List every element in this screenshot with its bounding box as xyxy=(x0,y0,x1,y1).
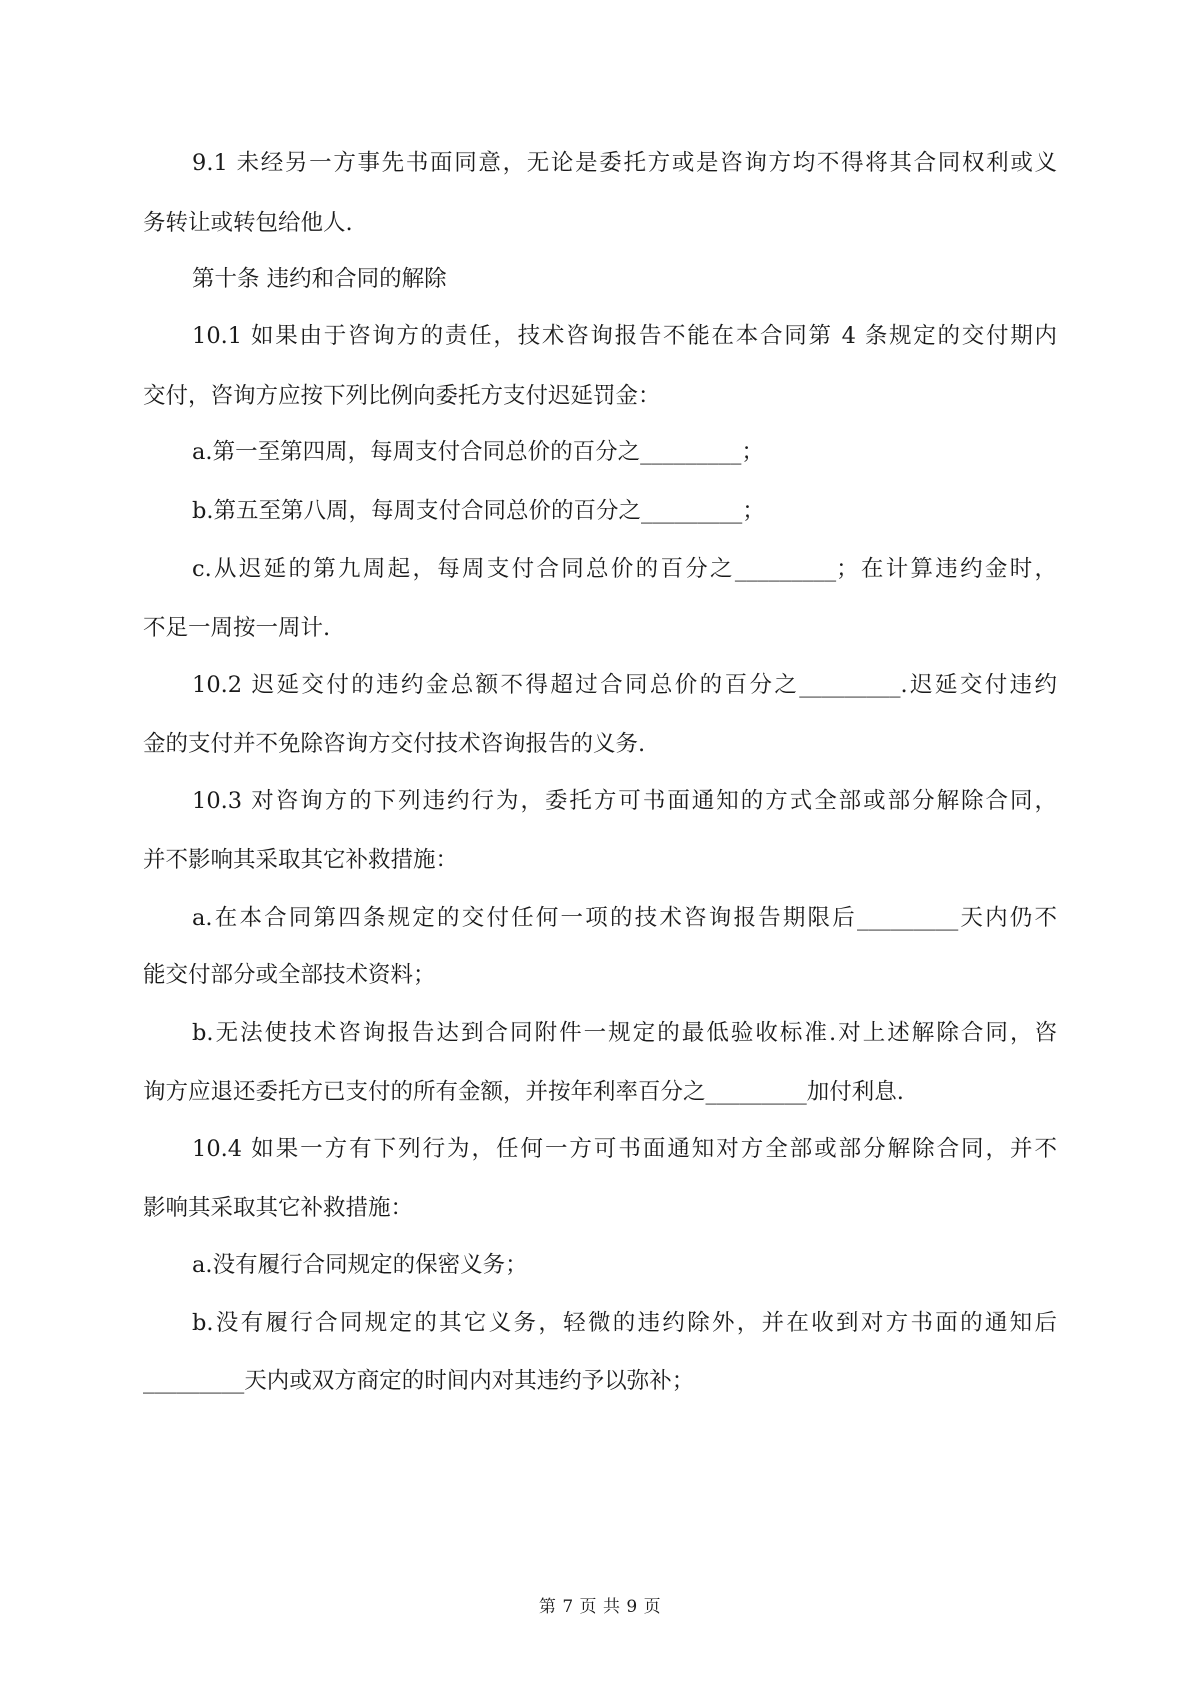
clause-10-3-b-line-1: b.无法使技术咨询报告达到合同附件一规定的最低验收标准.对上述解除合同，咨 xyxy=(192,1020,1057,1046)
clause-10-4-b-line-1: b.没有履行合同规定的其它义务，轻微的违约除外，并在收到对方书面的通知后 xyxy=(192,1310,1057,1336)
paragraph-9-1-line-1: 9.1 未经另一方事先书面同意，无论是委托方或是咨询方均不得将其合同权利或义 xyxy=(192,150,1057,176)
paragraph-10-3-line-2: 并不影响其采取其它补救措施： xyxy=(143,847,459,873)
clause-c-line-1: c.从迟延的第九周起，每周支付合同总价的百分之_________；在计算违约金时， xyxy=(192,556,1057,582)
clause-a-weeks-1-4: a.第一至第四周，每周支付合同总价的百分之_________； xyxy=(192,439,764,465)
paragraph-10-4-line-2: 影响其采取其它补救措施： xyxy=(143,1195,414,1221)
clause-10-3-b-line-2: 询方应退还委托方已支付的所有金额，并按年利率百分之_________加付利息. xyxy=(143,1079,904,1105)
clause-10-4-b-line-2: _________天内或双方商定的时间内对其违约予以弥补； xyxy=(143,1368,695,1394)
paragraph-9-1-line-2: 务转让或转包给他人. xyxy=(143,210,353,236)
clause-c-line-2: 不足一周按一周计. xyxy=(143,615,331,641)
paragraph-10-3-line-1: 10.3 对咨询方的下列违约行为，委托方可书面通知的方式全部或部分解除合同， xyxy=(192,788,1057,814)
paragraph-10-1-line-1: 10.1 如果由于咨询方的责任，技术咨询报告不能在本合同第 4 条规定的交付期内 xyxy=(192,323,1057,349)
paragraph-10-2-line-1: 10.2 迟延交付的违约金总额不得超过合同总价的百分之_________.迟延交付违约 xyxy=(192,672,1057,698)
page-number-footer: 第 7 页 共 9 页 xyxy=(538,1597,662,1617)
paragraph-10-4-line-1: 10.4 如果一方有下列行为，任何一方可书面通知对方全部或部分解除合同，并不 xyxy=(192,1136,1057,1162)
clause-b-weeks-5-8: b.第五至第八周，每周支付合同总价的百分之_________； xyxy=(192,498,765,524)
clause-10-3-a-line-1: a.在本合同第四条规定的交付任何一项的技术咨询报告期限后_________天内仍不 xyxy=(192,905,1057,931)
clause-10-4-a: a.没有履行合同规定的保密义务； xyxy=(192,1252,528,1278)
paragraph-10-2-line-2: 金的支付并不免除咨询方交付技术咨询报告的义务. xyxy=(143,731,646,757)
paragraph-10-1-line-2: 交付，咨询方应按下列比例向委托方支付迟延罚金： xyxy=(143,383,661,409)
article-10-heading: 第十条 违约和合同的解除 xyxy=(192,266,447,292)
clause-10-3-a-line-2: 能交付部分或全部技术资料； xyxy=(143,962,436,988)
